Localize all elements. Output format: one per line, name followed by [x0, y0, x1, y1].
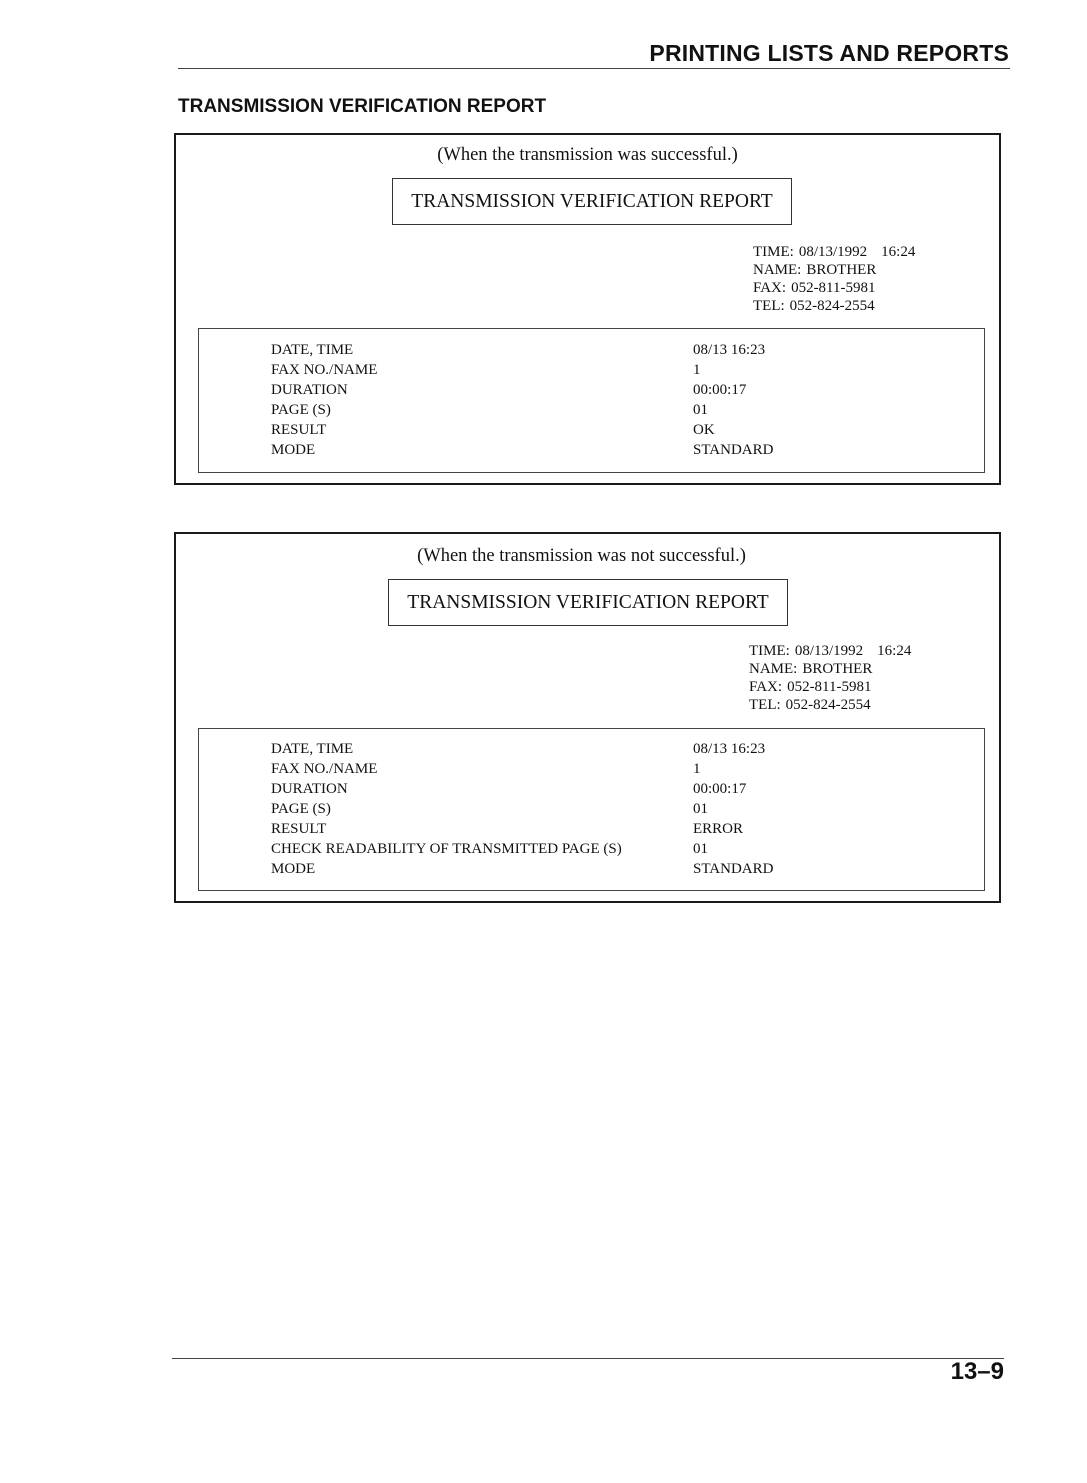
report-example-unsuccessful — [174, 532, 1001, 903]
details-row — [199, 342, 984, 362]
section-heading: TRANSMISSION VERIFICATION REPORT — [178, 96, 547, 117]
time-date: 08/13/1992 — [794, 643, 864, 659]
detail-label: DATE, TIME — [271, 342, 354, 358]
detail-label: RESULT — [271, 821, 327, 837]
detail-label: MODE — [271, 442, 316, 458]
detail-label: MODE — [271, 861, 316, 877]
detail-value: 01 — [693, 841, 708, 857]
page-number: 13–9 — [950, 1358, 1004, 1385]
detail-value: 08/13 16:23 — [693, 342, 766, 358]
fax-label: FAX: — [753, 280, 787, 296]
detail-value: 1 — [693, 362, 701, 378]
detail-value: 00:00:17 — [693, 382, 747, 398]
station-tel: 052-824-2554 — [789, 298, 875, 314]
detail-label: DURATION — [271, 781, 348, 797]
station-name: BROTHER — [806, 262, 877, 278]
station-fax: 052-811-5981 — [787, 679, 872, 695]
report-example-successful — [174, 133, 1001, 485]
details-row — [199, 761, 984, 781]
report-title: TRANSMISSION VERIFICATION REPORT — [411, 190, 773, 212]
page-header-title: PRINTING LISTS AND REPORTS — [649, 40, 1009, 66]
station-fax-row — [749, 678, 911, 696]
footer-rule — [172, 1358, 1004, 1359]
transmission-details — [198, 728, 985, 891]
report-title: TRANSMISSION VERIFICATION REPORT — [407, 591, 769, 613]
transmission-details — [198, 328, 985, 473]
detail-value: 01 — [693, 402, 708, 418]
tel-label: TEL: — [753, 298, 785, 314]
detail-label: FAX NO./NAME — [271, 761, 378, 777]
detail-label: FAX NO./NAME — [271, 362, 378, 378]
station-info — [753, 243, 915, 315]
time-clock: 16:24 — [881, 244, 916, 260]
detail-label: RESULT — [271, 422, 327, 438]
report-caption: (When the transmission was not successful.) — [417, 546, 746, 566]
detail-value: 08/13 16:23 — [693, 741, 766, 757]
detail-label: PAGE (S) — [271, 801, 331, 817]
details-row — [199, 382, 984, 402]
details-row — [199, 781, 984, 801]
station-tel: 052-824-2554 — [785, 697, 871, 713]
details-row — [199, 741, 984, 761]
detail-value: STANDARD — [693, 442, 774, 458]
details-row — [199, 442, 984, 462]
details-row — [199, 362, 984, 382]
details-row — [199, 861, 984, 881]
report-title-box — [388, 579, 788, 626]
header-rule — [178, 68, 1010, 69]
detail-label: CHECK READABILITY OF TRANSMITTED PAGE (S) — [271, 841, 622, 857]
station-tel-row — [753, 297, 915, 315]
station-fax: 052-811-5981 — [791, 280, 876, 296]
station-time-row — [749, 642, 911, 660]
name-label: NAME: — [753, 262, 802, 278]
time-label: TIME: — [749, 643, 790, 659]
detail-value: 1 — [693, 761, 701, 777]
station-tel-row — [749, 696, 911, 714]
detail-label: DATE, TIME — [271, 741, 354, 757]
station-name-row — [753, 261, 915, 279]
station-info — [749, 642, 911, 714]
detail-value: ERROR — [693, 821, 744, 837]
detail-value: OK — [693, 422, 715, 438]
detail-label: PAGE (S) — [271, 402, 331, 418]
name-label: NAME: — [749, 661, 798, 677]
tel-label: TEL: — [749, 697, 781, 713]
fax-label: FAX: — [749, 679, 783, 695]
details-row — [199, 821, 984, 841]
station-time-row — [753, 243, 915, 261]
detail-value: STANDARD — [693, 861, 774, 877]
station-fax-row — [753, 279, 915, 297]
time-date: 08/13/1992 — [798, 244, 868, 260]
detail-value: 01 — [693, 801, 708, 817]
station-name-row — [749, 660, 911, 678]
details-row — [199, 422, 984, 442]
detail-value: 00:00:17 — [693, 781, 747, 797]
time-label: TIME: — [753, 244, 794, 260]
report-caption: (When the transmission was successful.) — [437, 145, 738, 165]
station-name: BROTHER — [802, 661, 873, 677]
details-row — [199, 841, 984, 861]
details-row — [199, 402, 984, 422]
detail-label: DURATION — [271, 382, 348, 398]
time-clock: 16:24 — [877, 643, 912, 659]
report-title-box — [392, 178, 792, 225]
details-row — [199, 801, 984, 821]
